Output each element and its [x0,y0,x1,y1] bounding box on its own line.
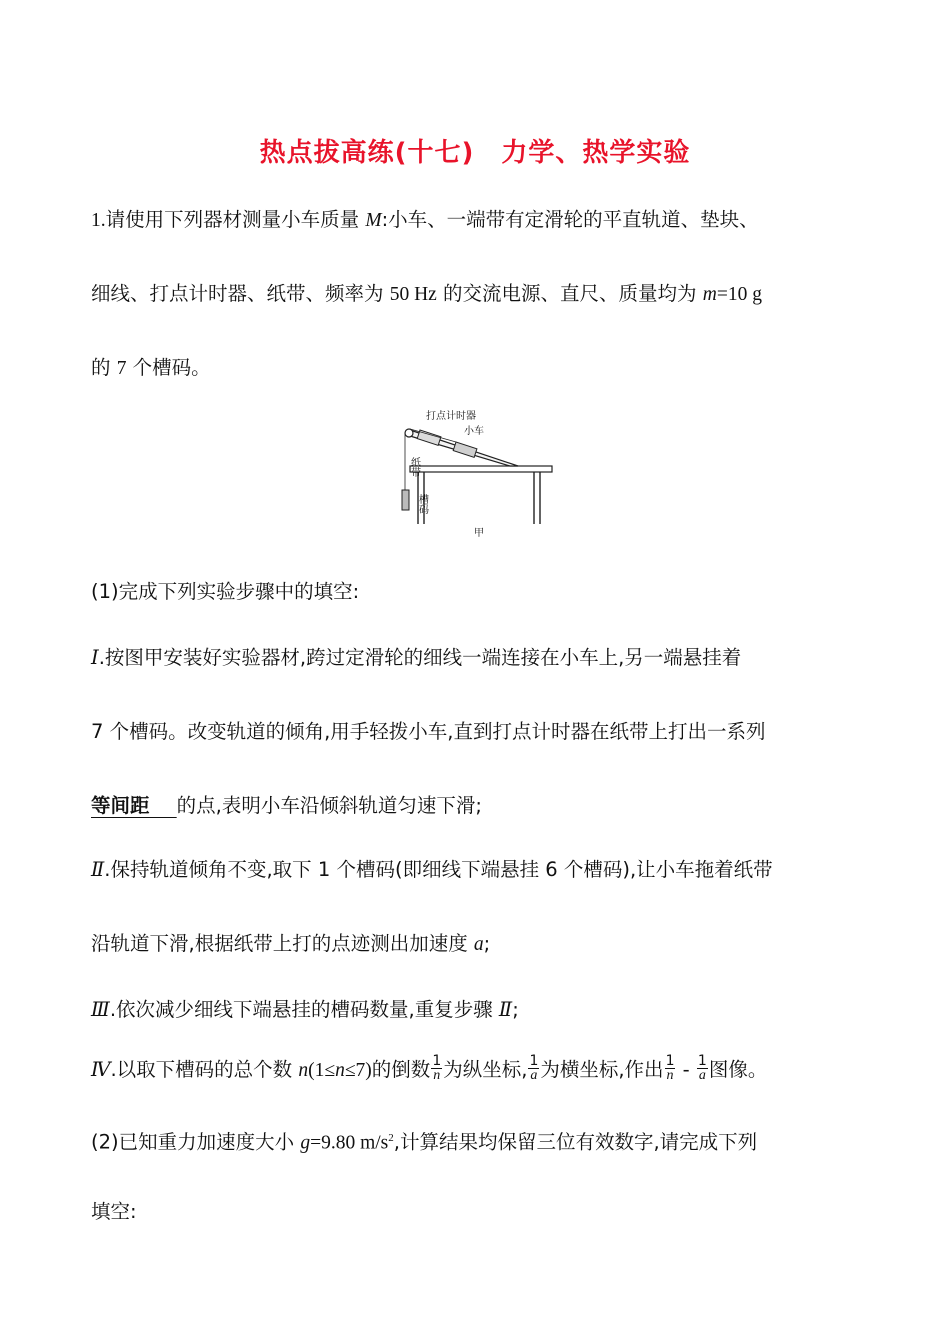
label-weights: 槽码 [416,494,428,514]
fraction-1-over-n-2: $\frac{1}{n}$ [665,1053,675,1083]
part-2-line-1: (2)已知重力加速度大小 g=9.80 $m/s^2$,计算结果均保留三位有效数字,请完成下列 [91,1130,758,1154]
step-2-line-1: Ⅱ.保持轨道倾角不变,取下 1 个槽码(即细线下端悬挂 6 个槽码),让小车拖着纸带 [91,858,773,881]
page-title: 热点拔高练(十七) 力学、热学实验 [259,138,691,168]
apparatus-diagram [398,404,558,544]
question-number: 1. [91,210,106,231]
question-1-line-2: 细线、打点计时器、纸带、频率为 50 Hz 的交流电源、直尺、质量均为 m=10 g [91,282,762,305]
part-2-line-2: 填空: [91,1200,137,1223]
step-1-line-2: 7 个槽码。改变轨道的倾角,用手轻拨小车,直到打点计时器在纸带上打出一系列 [91,720,766,743]
step-3-line: Ⅲ.依次减少细线下端悬挂的槽码数量,重复步骤 Ⅱ; [91,998,519,1021]
var-M: M [365,210,382,231]
roman-numeral: Ⅳ [91,1060,111,1081]
figure-caption: 甲 [474,528,484,539]
roman-numeral: Ⅱ [91,860,105,881]
step-4-line: Ⅳ.以取下槽码的总个数 n(1≤n≤7)的倒数 $\frac{1}{n}$ 为纵坐标, $\frac{1}{a}$ 为横坐标,作出 $\frac{1}{n}$ - $\frac{1}{a}$ 图像。 [91,1053,768,1083]
var-a: a [473,934,484,955]
question-1-line-1: 1.请使用下列器材测量小车质量 M:小车、一端带有定滑轮的平直轨道、垫块、 [91,208,759,231]
fraction-1-over-n: $\frac{1}{n}$ [432,1053,442,1083]
roman-numeral: Ⅰ [91,648,99,669]
var-m: m [702,284,717,305]
car-block [453,442,477,457]
var-g: g [300,1132,311,1154]
part-1-heading: (1)完成下列实验步骤中的填空: [91,580,360,603]
apparatus-figure [398,404,558,544]
question-1-line-3: 的 7 个槽码。 [91,356,211,379]
roman-numeral: Ⅲ [91,1000,110,1021]
pulley [405,429,413,437]
answer-blank: 等间距 [91,794,150,817]
weights-block [402,490,409,510]
step-1-line-1: Ⅰ.按图甲安装好实验器材,跨过定滑轮的细线一端连接在小车上,另一端悬挂着 [91,646,742,669]
step-1-line-3: 等间距 的点,表明小车沿倾斜轨道匀速下滑; [91,794,482,817]
fraction-1-over-a-2: $\frac{1}{a}$ [697,1053,707,1083]
step-2-line-2: 沿轨道下滑,根据纸带上打的点迹测出加速度 a; [91,932,491,955]
label-car: 小车 [464,426,484,437]
label-timer: 打点计时器 [426,411,476,422]
label-tape: 纸带 [408,457,420,477]
table-top [410,466,552,472]
fraction-1-over-a: $\frac{1}{a}$ [529,1053,539,1083]
